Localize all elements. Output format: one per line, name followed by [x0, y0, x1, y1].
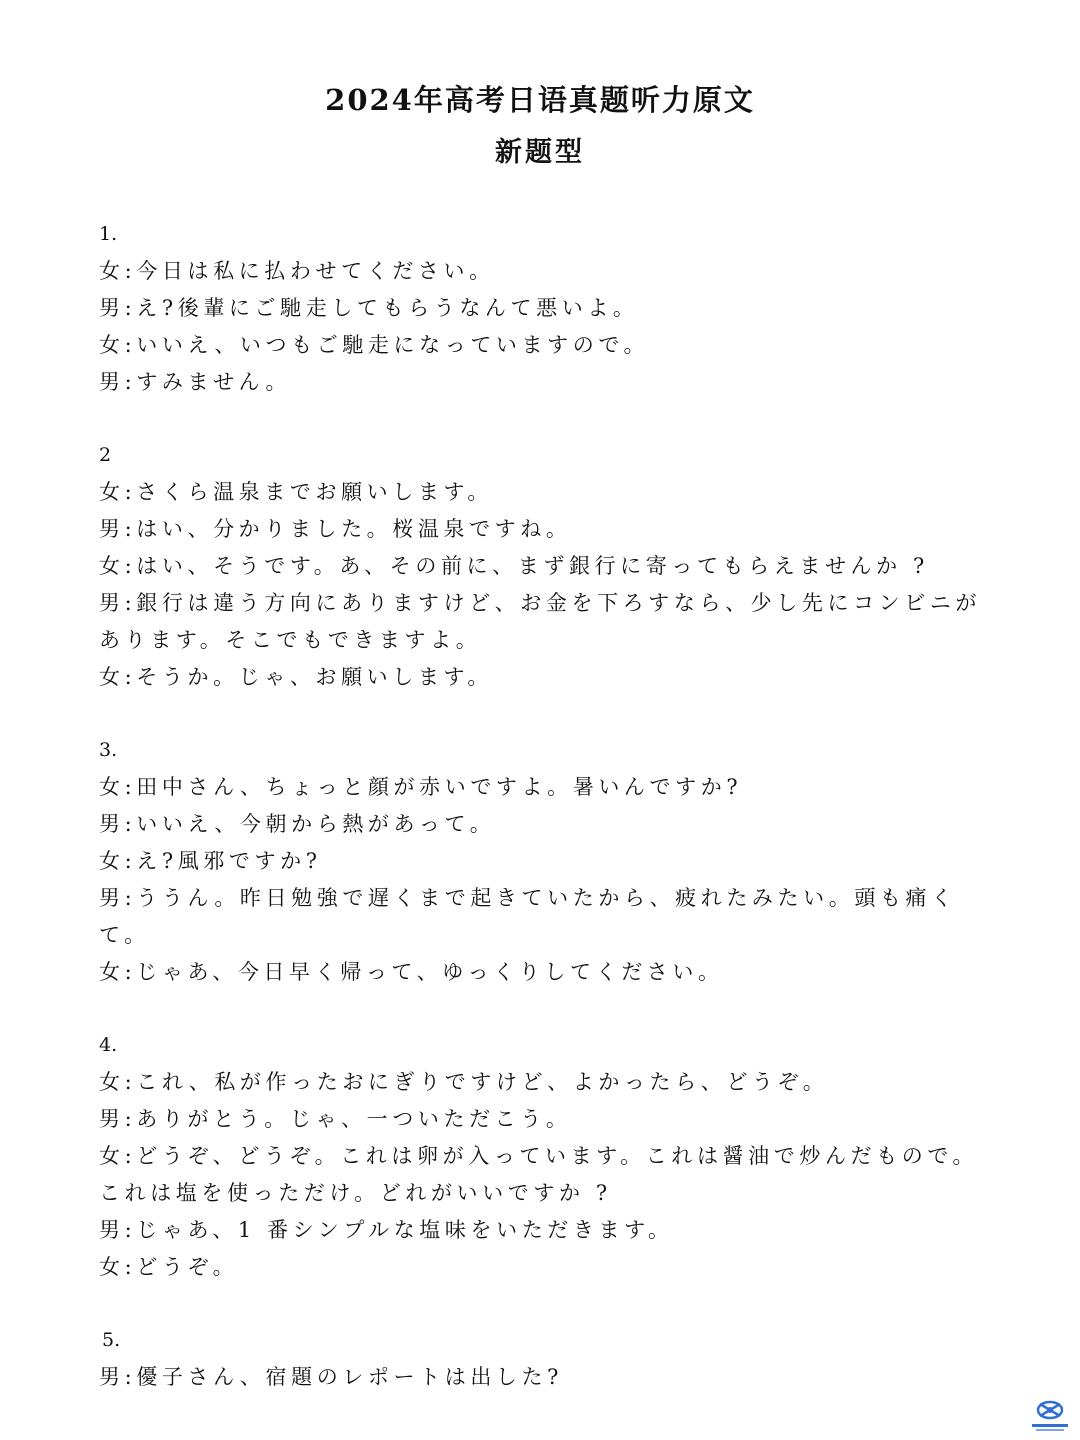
document-subtitle: 新题型: [495, 137, 585, 168]
dialogue-line: 男:ありがとう。じゃ、一ついただこう。: [99, 1107, 572, 1131]
dialogue-line: 女:はい、そうです。あ、その前に、まず銀行に寄ってもらえませんか ?: [99, 554, 929, 578]
dialogue-line: 男:すみません。: [99, 370, 292, 394]
section-number: 1.: [99, 223, 118, 245]
dialogue-line: 女:田中さん、ちょっと顔が赤いですよ。暑いんですか?: [99, 775, 743, 799]
dialogue-line: 女:そうか。じゃ、お願いします。: [99, 665, 493, 689]
section-1: [99, 216, 999, 401]
dialogue-line: 女:じゃあ、今日早く帰って、ゆっくりしてください。: [99, 960, 724, 984]
brand-logo-icon: [1028, 1396, 1072, 1436]
dialogue-line: 女:どうぞ。: [99, 1255, 239, 1279]
section-gap: [99, 1286, 999, 1322]
dialogue-line: 男:はい、分かりました。桜温泉ですね。: [99, 517, 572, 541]
dialogue-line: 女:今日は私に払わせてください。: [99, 259, 495, 283]
dialogue-line: 女:え?風邪ですか?: [99, 849, 322, 873]
section-gap: [99, 696, 999, 732]
section-3: [99, 732, 999, 991]
dialogue-line: 男:ううん。昨日勉強で遅くまで起きていたから、疲れたみたい。頭も痛くて。: [99, 886, 957, 947]
dialogue-line: 女:どうぞ、どうぞ。これは卵が入っています。これは醤油で炒んだもので。これは塩を使っただけ。どれがいいですか ?: [99, 1144, 979, 1205]
section-2: [99, 437, 999, 696]
dialogue-line: 男:いいえ、今朝から熱があって。: [99, 812, 496, 836]
section-number: 5.: [102, 1329, 121, 1351]
section-number: 4.: [99, 1034, 118, 1056]
document-title: 2024年高考日语真题听力原文: [325, 83, 755, 117]
section-number: 3.: [99, 739, 118, 761]
section-4: [99, 1027, 999, 1286]
section-gap: [99, 401, 999, 437]
dialogue-line: 女:これ、私が作ったおにぎりですけど、よかったら、どうぞ。: [99, 1070, 829, 1094]
dialogue-line: 男:じゃあ、1 番シンプルな塩味をいただきます。: [99, 1218, 674, 1242]
section-5: [99, 1322, 999, 1396]
dialogue-line: 男:銀行は違う方向にありますけど、お金を下ろすなら、少し先にコンビニがあります。そこでもできますよ。: [99, 591, 982, 652]
dialogue-line: 男:え?後輩にご馳走してもらうなんて悪いよ。: [99, 296, 639, 320]
transcript-body: [99, 216, 999, 1396]
dialogue-line: 女:さくら温泉までお願いします。: [99, 480, 493, 504]
section-number: 2: [99, 444, 112, 466]
dialogue-line: 男:優子さん、宿題のレポートは出した?: [99, 1365, 563, 1389]
section-gap: [99, 991, 999, 1027]
dialogue-line: 女:いいえ、いつもご馳走になっていますので。: [99, 333, 650, 357]
